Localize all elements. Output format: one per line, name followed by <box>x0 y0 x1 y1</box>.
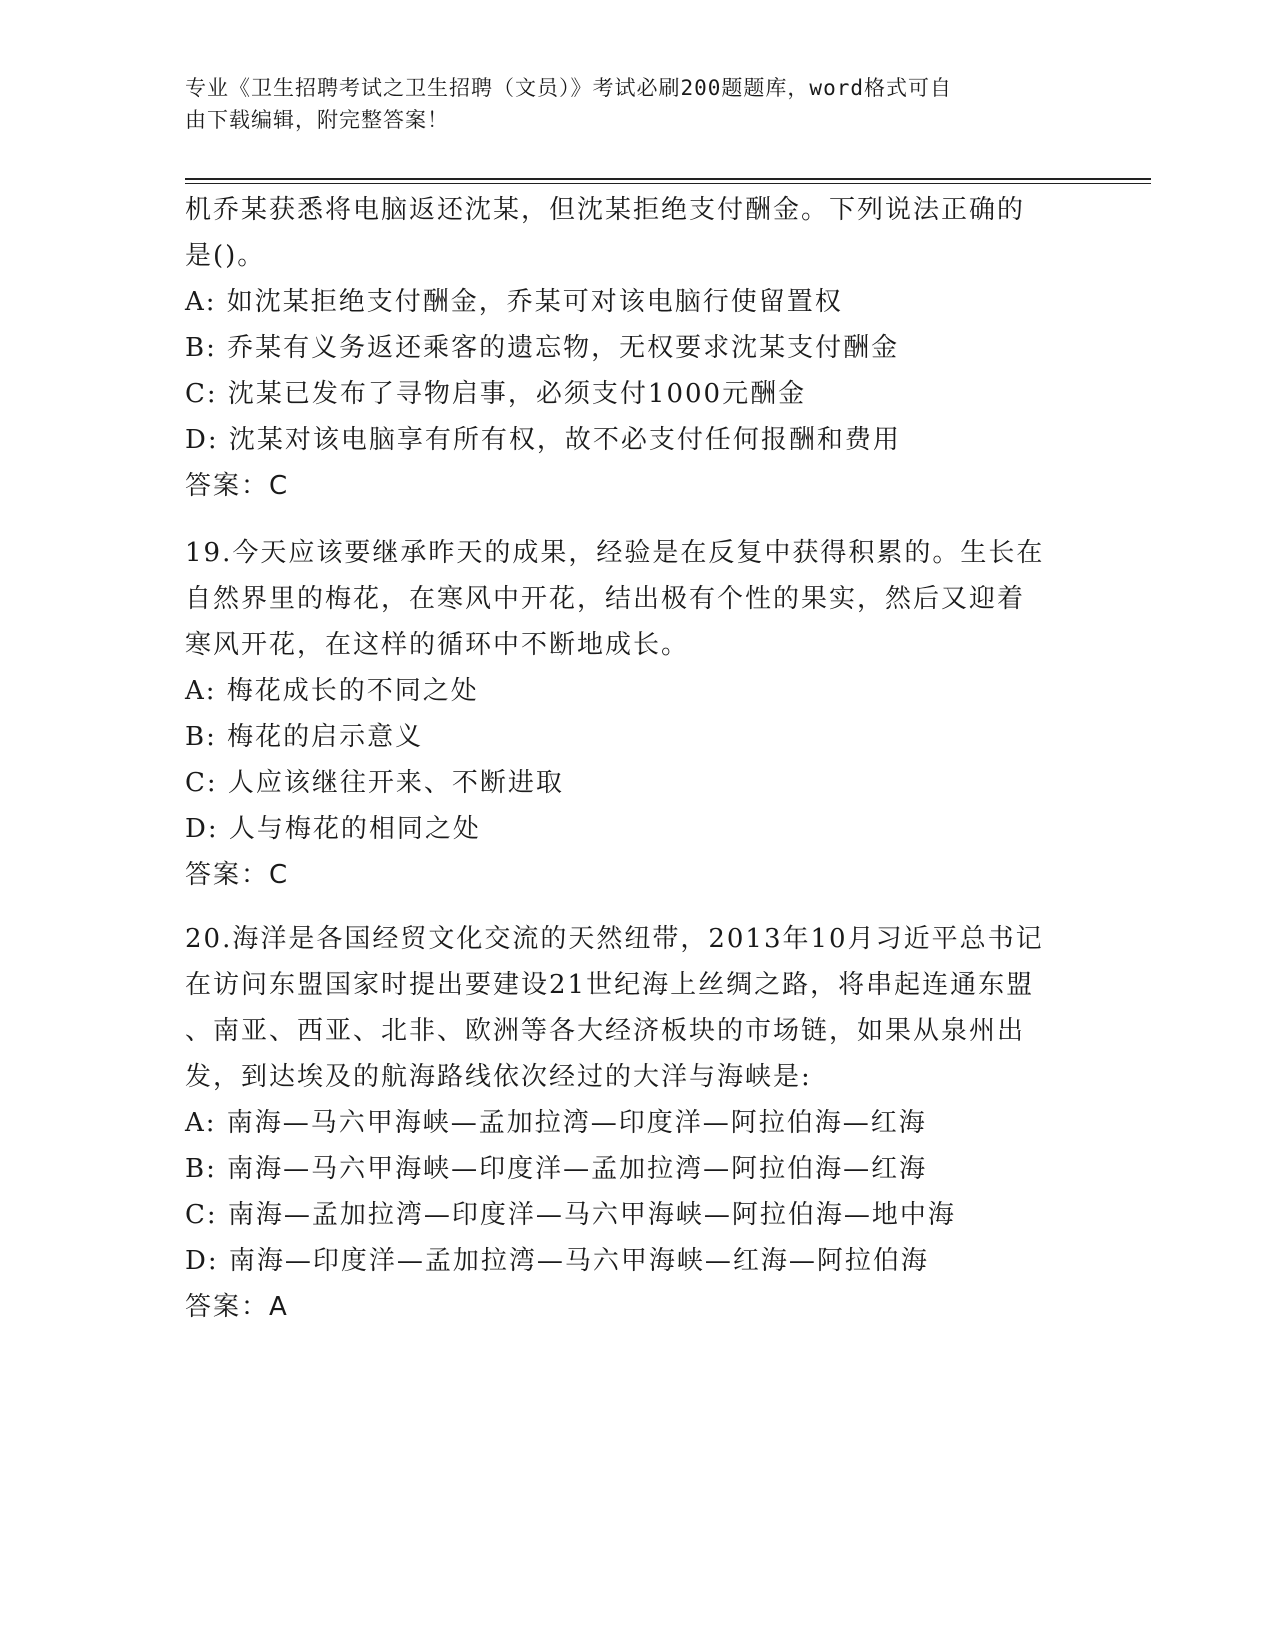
question-stem-line: 寒风开花，在这样的循环中不断地成长。 <box>185 630 690 660</box>
question-18 <box>185 187 1085 509</box>
option-b: B: 梅花的启示意义 <box>185 722 424 752</box>
option-a: A: 南海—马六甲海峡—孟加拉湾—印度洋—阿拉伯海—红海 <box>185 1108 927 1138</box>
option-d: D: 沈某对该电脑享有所有权，故不必支付任何报酬和费用 <box>185 425 901 455</box>
option-c: C: 南海—孟加拉湾—印度洋—马六甲海峡—阿拉伯海—地中海 <box>185 1200 956 1230</box>
option-a: A: 如沈某拒绝支付酬金，乔某可对该电脑行使留置权 <box>185 287 843 317</box>
option-d: D: 南海—印度洋—孟加拉湾—马六甲海峡—红海—阿拉伯海 <box>185 1246 929 1276</box>
header-line-1: 专业《卫生招聘考试之卫生招聘（文员）》考试必刷200题题库，word格式可自 <box>185 76 952 100</box>
answer: 答案：A <box>185 1292 289 1322</box>
question-stem-line: 自然界里的梅花，在寒风中开花，结出极有个性的果实，然后又迎着 <box>185 584 1026 614</box>
question-stem-line: 19.今天应该要继承昨天的成果，经验是在反复中获得积累的。生长在 <box>185 538 1045 568</box>
question-stem-line: 20.海洋是各国经贸文化交流的天然纽带，2013年10月习近平总书记 <box>185 924 1044 954</box>
header-line-2: 由下载编辑，附完整答案！ <box>185 108 449 132</box>
question-20 <box>185 916 1085 1330</box>
option-b: B: 南海—马六甲海峡—印度洋—孟加拉湾—阿拉伯海—红海 <box>185 1154 928 1184</box>
option-b: B: 乔某有义务返还乘客的遗忘物，无权要求沈某支付酬金 <box>185 333 900 363</box>
question-stem-line: 在访问东盟国家时提出要建设21世纪海上丝绸之路，将串起连通东盟 <box>185 970 1035 1000</box>
answer: 答案：C <box>185 860 290 890</box>
document-header <box>185 72 1085 136</box>
option-d: D: 人与梅花的相同之处 <box>185 814 481 844</box>
header-divider <box>185 178 1151 184</box>
question-stem-line: 、南亚、西亚、北非、欧洲等各大经济板块的市场链，如果从泉州出 <box>185 1016 1026 1046</box>
question-stem-line: 是()。 <box>185 241 266 271</box>
question-stem-line: 发，到达埃及的航海路线依次经过的大洋与海峡是: <box>185 1062 812 1092</box>
option-a: A: 梅花成长的不同之处 <box>185 676 479 706</box>
question-stem-line: 机乔某获悉将电脑返还沈某，但沈某拒绝支付酬金。下列说法正确的 <box>185 195 1026 225</box>
option-c: C: 沈某已发布了寻物启事，必须支付1000元酬金 <box>185 379 807 409</box>
option-c: C: 人应该继往开来、不断进取 <box>185 768 564 798</box>
question-19 <box>185 530 1085 898</box>
answer: 答案：C <box>185 471 290 501</box>
